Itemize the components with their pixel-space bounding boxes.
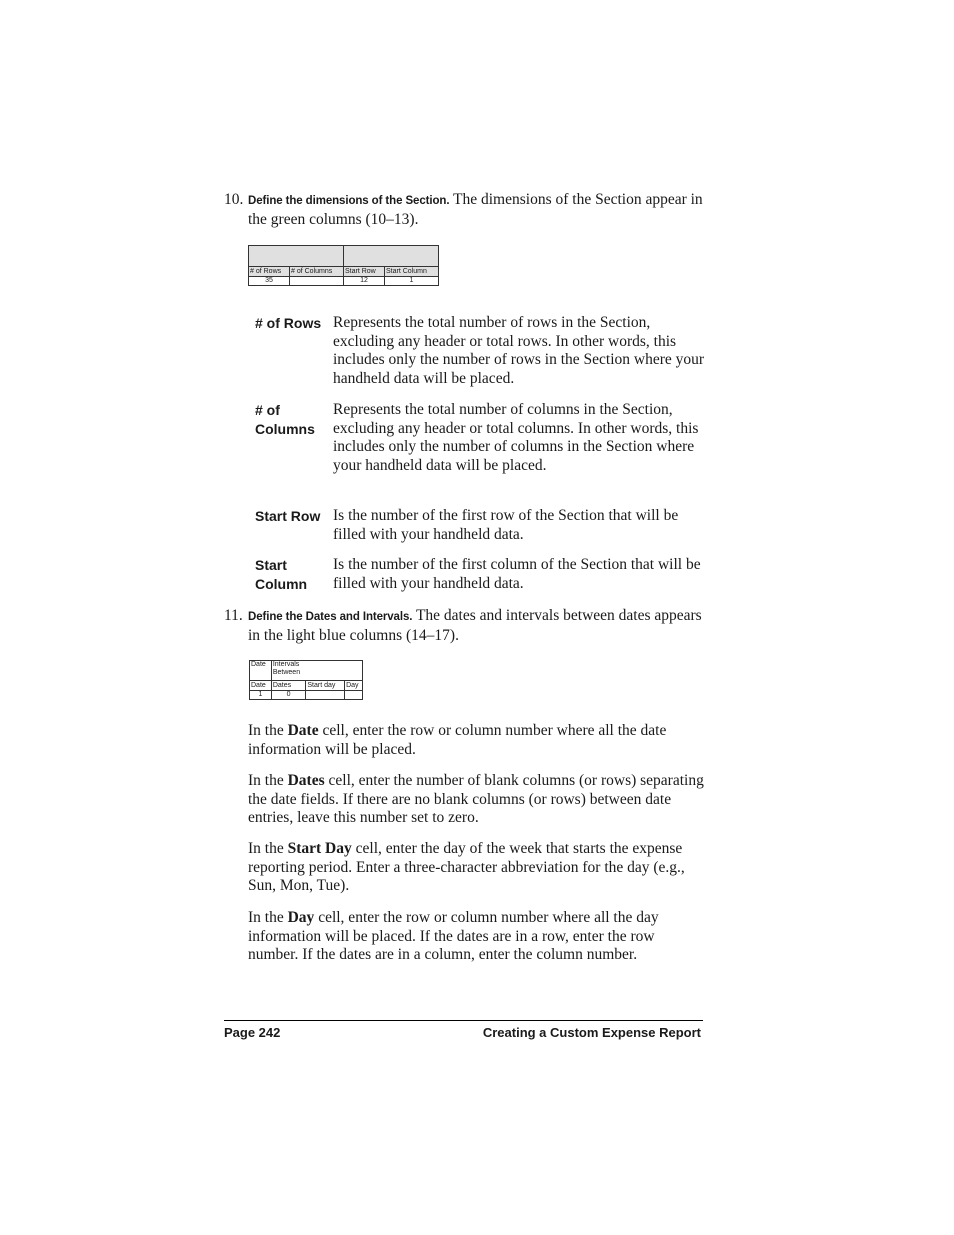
step-10 <box>224 191 704 229</box>
definition-rows <box>255 314 705 388</box>
table-value-cell <box>290 277 344 286</box>
paragraph-date <box>248 722 706 759</box>
table-value-cell: 35 <box>249 277 290 286</box>
intervals-label: Intervals Between <box>272 661 301 676</box>
table-top-label: Date <box>250 661 272 681</box>
table-header-cell: Day <box>345 681 363 691</box>
table-header-spacer <box>249 246 344 267</box>
paragraph-day <box>248 909 706 965</box>
table-header-cell: Dates <box>271 681 306 691</box>
paragraph-text: In the <box>248 909 288 926</box>
table-value-cell: 1 <box>250 691 272 700</box>
paragraph-text: In the <box>248 722 288 739</box>
table-value-cell: 0 <box>271 691 306 700</box>
paragraph-text: cell, enter the row or column number where all the day information will be placed. If the dates are in a row, enter the row number. If the dates are in a column, enter the column number. <box>248 909 659 964</box>
paragraph-text: In the <box>248 840 288 857</box>
table-value-cell <box>345 691 363 700</box>
paragraph-text: cell, enter the number of blank columns (or rows) separating the date fields. If there are no blank columns (or rows) between date entries, leave this number set to zero. <box>248 772 704 827</box>
table-top-label <box>271 661 362 681</box>
step-11 <box>224 607 704 645</box>
definition-desc: Is the number of the first row of the Section that will be filled with your handheld data. <box>333 507 679 543</box>
table-header-cell: # of Columns <box>290 267 344 277</box>
definition-term: Start Column <box>255 557 308 592</box>
definition-term: # of Columns <box>255 402 315 437</box>
table-header-cell: Start Column <box>385 267 439 277</box>
table-header-cell: # of Rows <box>249 267 290 277</box>
step-text: The dimensions of the Section appear in the green columns (10–13). <box>248 191 703 228</box>
paragraph-start-day <box>248 840 706 896</box>
definition-start-row <box>255 507 705 544</box>
definition-desc: Represents the total number of rows in the Section, excluding any header or total rows. In other words, this includes only the number of rows in the Section where your handheld data will be placed. <box>333 314 705 387</box>
step-number: 11. <box>224 607 243 624</box>
paragraph-text: In the <box>248 772 288 789</box>
table-value-cell: 1 <box>385 277 439 286</box>
step-text: The dates and intervals between dates appears in the light blue columns (14–17). <box>248 607 702 644</box>
definition-desc: Represents the total number of columns in the Section, excluding any header or total columns. In other words, this includes only the number of columns in the Section where your handheld data will be placed. <box>333 401 699 474</box>
paragraph-text: cell, enter the row or column number where all the date information will be placed. <box>248 722 667 758</box>
page-number: Page 242 <box>224 1025 281 1040</box>
table-header-cell: Start Row <box>344 267 385 277</box>
table-header-cell: Start day <box>306 681 345 691</box>
paragraph-text: cell, enter the day of the week that starts the expense reporting period. Enter a three-character abbreviation for the day (e.g., Sun, Mon, Tue). <box>248 840 685 895</box>
section-dimensions-table <box>248 245 439 286</box>
definition-desc: Is the number of the first column of the Section that will be filled with your handheld data. <box>333 556 701 592</box>
paragraph-bold: Day <box>287 909 315 926</box>
table-value-cell <box>306 691 345 700</box>
paragraph-bold: Date <box>287 722 319 739</box>
footer-rule <box>224 1020 703 1021</box>
table-header-spacer <box>344 246 439 267</box>
paragraph-dates <box>248 772 706 828</box>
definition-columns <box>255 401 705 475</box>
step-lead: Define the Dates and Intervals. <box>248 611 413 623</box>
paragraph-bold: Start Day <box>287 840 352 857</box>
step-number: 10. <box>224 191 244 208</box>
definition-start-column <box>255 556 705 593</box>
paragraph-bold: Dates <box>287 772 325 789</box>
definition-term: Start Row <box>255 508 321 524</box>
definition-term: # of Rows <box>255 315 322 331</box>
dates-intervals-table <box>249 660 363 700</box>
table-value-cell: 12 <box>344 277 385 286</box>
step-lead: Define the dimensions of the Section. <box>248 195 450 207</box>
chapter-title: Creating a Custom Expense Report <box>482 1025 701 1040</box>
table-header-cell: Date <box>250 681 272 691</box>
